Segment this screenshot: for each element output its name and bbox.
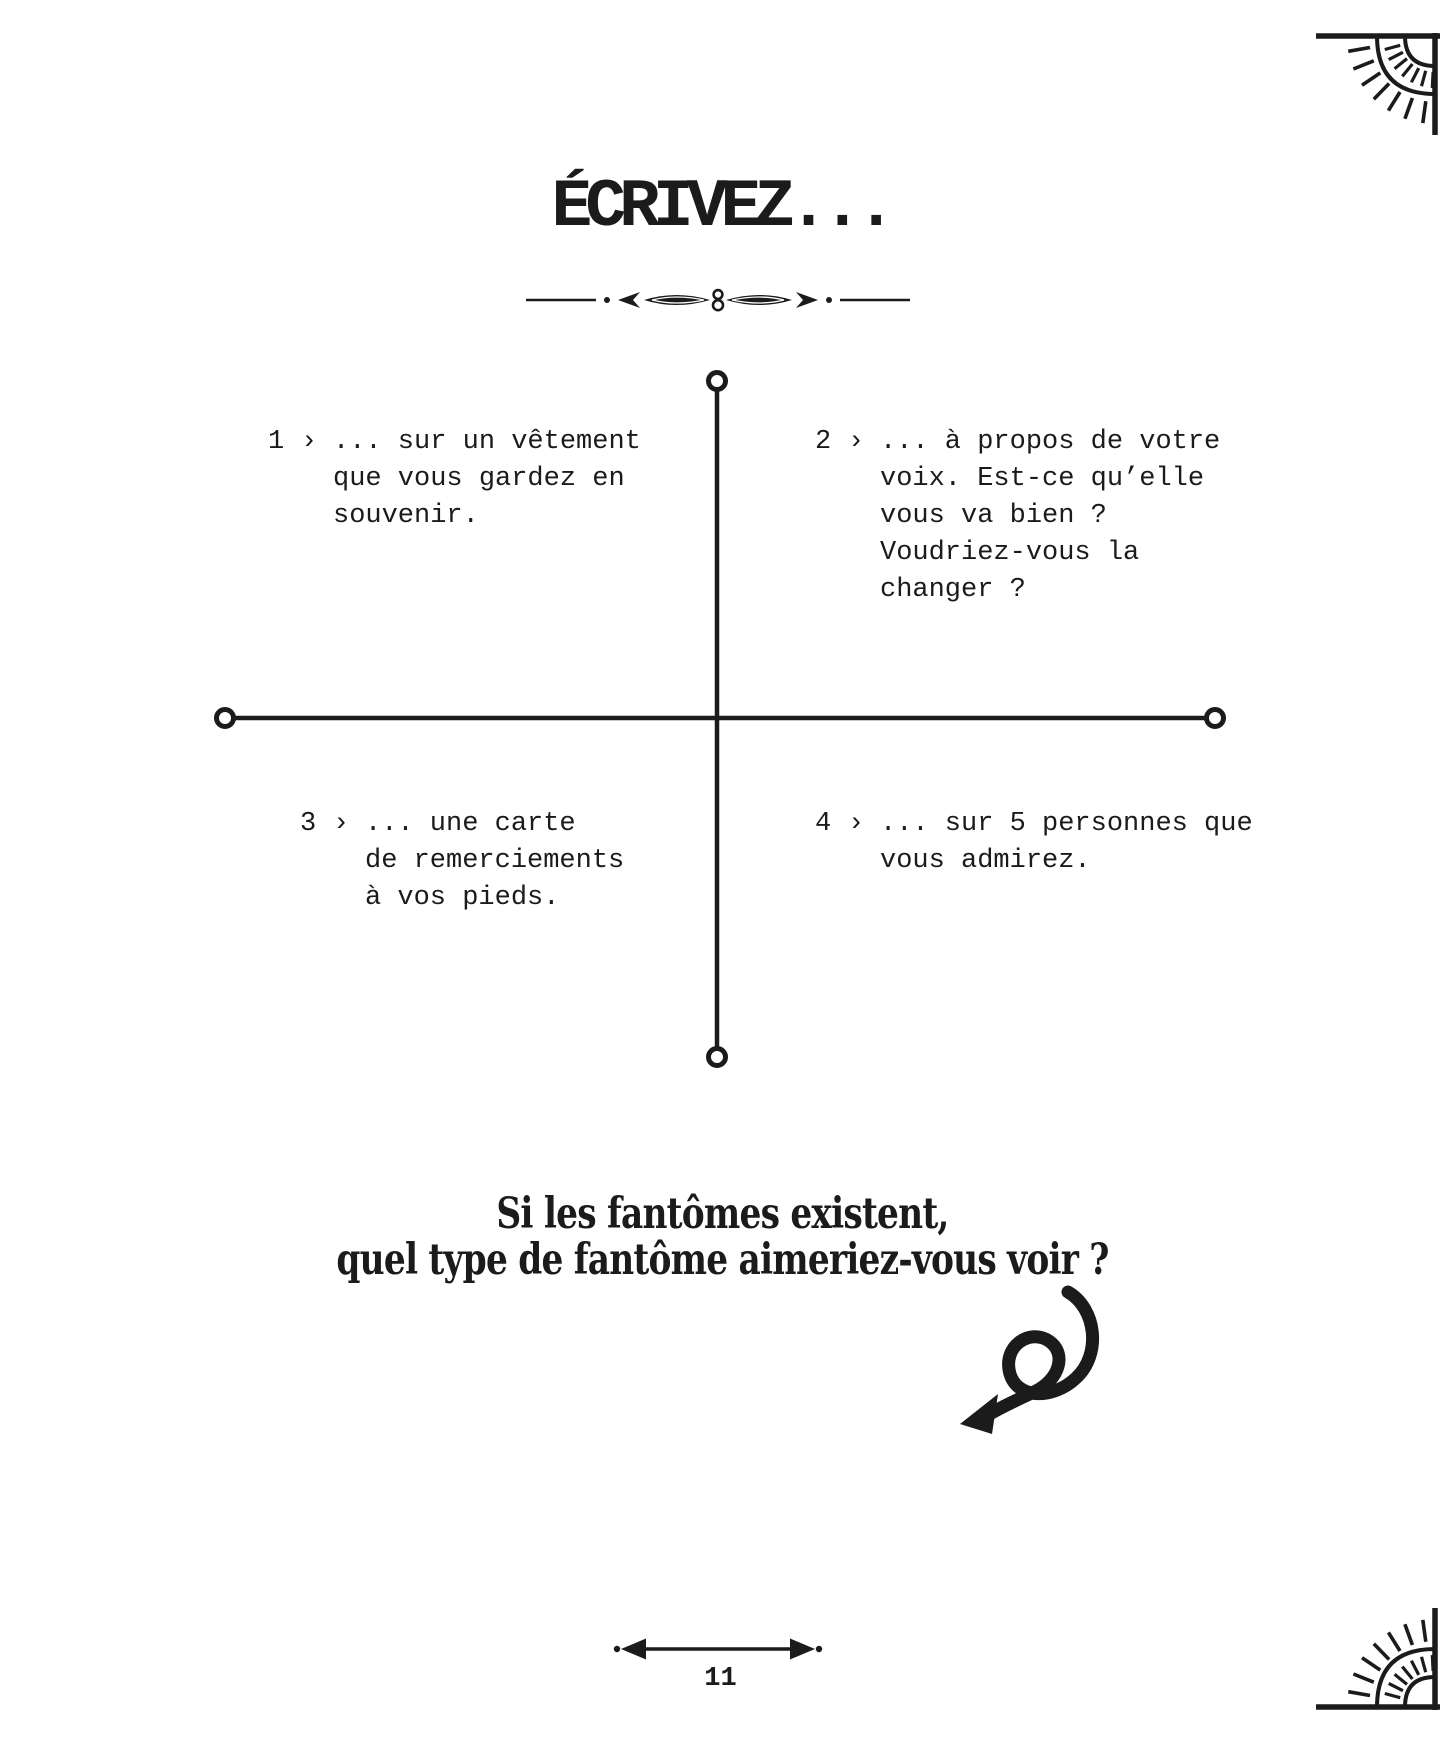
prompt-2-line-3: vous va bien ? [880, 501, 1107, 531]
bonus-question [145, 1191, 1301, 1283]
prompt-3-line-3: à vos pieds. [365, 883, 560, 913]
prompt-4-marker: › [848, 809, 865, 839]
prompt-2-marker: › [848, 427, 865, 457]
prompt-1-text: ... sur un vêtement [333, 427, 641, 457]
prompt-1-line-3: souvenir. [333, 501, 479, 531]
footer-rule [610, 1635, 826, 1663]
ornamental-divider [526, 287, 910, 313]
prompt-3-marker: › [333, 809, 350, 839]
prompt-2-line-1 [815, 424, 1220, 461]
prompt-4-text: ... sur 5 personnes que [880, 809, 1253, 839]
prompt-3-number: 3 [300, 809, 317, 839]
prompt-2-line-2: voix. Est-ce qu’elle [880, 464, 1205, 494]
prompt-4-line-1 [815, 806, 1253, 843]
prompt-3-text: ... une carte [365, 809, 576, 839]
curly-arrow-icon [950, 1278, 1130, 1448]
prompt-1-line-1 [268, 424, 641, 461]
prompt-4-number: 4 [815, 809, 832, 839]
prompt-3 [300, 806, 624, 917]
prompt-1 [268, 424, 641, 535]
sunburst-corner-icon [1316, 31, 1442, 135]
prompt-2-number: 2 [815, 427, 832, 457]
bonus-question-line-2: quel type de fantôme aimeriez-vous voir ? [336, 1235, 1109, 1285]
page-title: ÉCRIVEZ... [551, 169, 890, 246]
prompt-2-text: ... à propos de votre [880, 427, 1221, 457]
prompt-4 [815, 806, 1253, 880]
prompt-2 [815, 424, 1220, 609]
bonus-question-line-1: Si les fantômes existent, [496, 1189, 949, 1239]
prompt-1-number: 1 [268, 427, 285, 457]
prompt-3-line-1 [300, 806, 624, 843]
prompt-3-line-2: de remerciements [365, 846, 625, 876]
sunburst-corner-icon [1316, 1608, 1442, 1712]
page-number: 11 [704, 1664, 737, 1694]
prompt-4-line-2: vous admirez. [880, 846, 1091, 876]
prompt-1-marker: › [301, 427, 318, 457]
prompt-2-line-4: Voudriez-vous la [880, 538, 1140, 568]
prompt-2-line-5: changer ? [880, 575, 1026, 605]
prompt-1-line-2: que vous gardez en [333, 464, 625, 494]
